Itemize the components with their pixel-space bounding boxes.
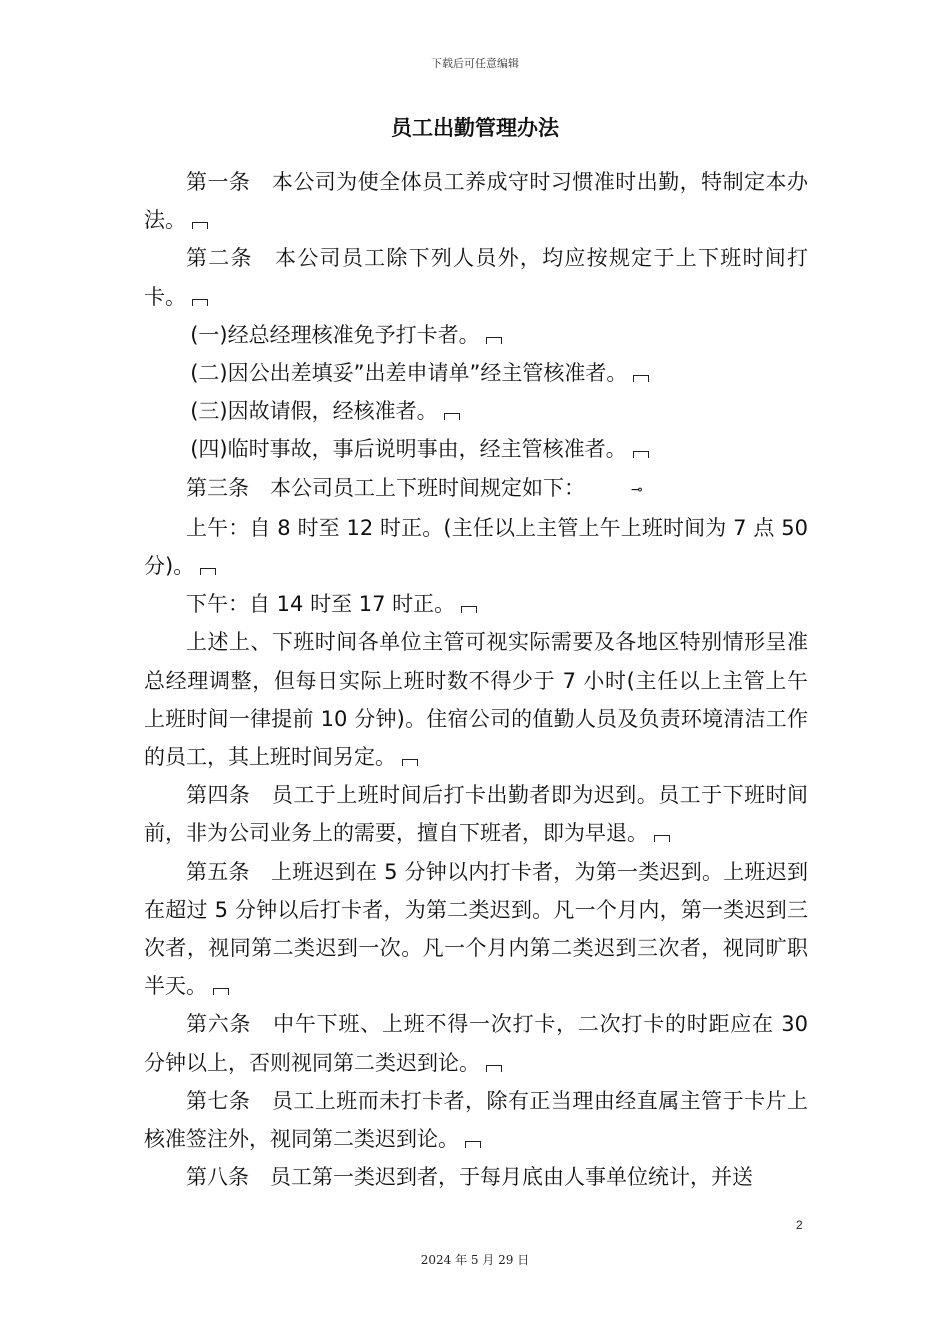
page-number: 2: [796, 1218, 803, 1232]
paragraph-article-5: 第五条 上班迟到在 5 分钟以内打卡者，为第一类迟到。上班迟到在超过 5 分钟以后打卡者，为第二类迟到。凡一个月内，第一类迟到三次者，视同第二类迟到一次。凡一个月内第二类迟到三次者，视同旷职半天。: [144, 859, 808, 999]
document-body: [144, 163, 808, 1196]
paragraph-mark-icon: [192, 299, 208, 306]
paragraph-mark-icon: [633, 375, 649, 382]
paragraph-mark-icon: [213, 988, 229, 995]
paragraph-article-8: 第八条 员工第一类迟到者，于每月底由人事单位统计，并送: [186, 1165, 753, 1190]
paragraph-mark-icon: [402, 759, 418, 766]
paragraph-article-6: 第六条 中午下班、上班不得一次打卡，二次打卡的时距应在 30 分钟以上，否则视同第二类迟到论。: [144, 1012, 808, 1075]
paragraph-article-3: 第三条 本公司员工上下班时间规定如下： ⊸: [144, 469, 808, 509]
document-title: 员工出勤管理办法: [391, 116, 559, 140]
paragraph-hours-adjustment: 上述上、下班时间各单位主管可视实际需要及各地区特别情形呈准总经理调整，但每日实际上班时数不得少于 7 小时(主任以上主管上午上班时间一律提前 10 分钟)。住宿公司的值勤人员及负责环境清洁工作的员工，其上班时间另定。: [144, 630, 808, 770]
paragraph-mark-icon: [461, 606, 477, 613]
header-note: 下载后可任意编辑: [431, 57, 519, 70]
list-item-1: (一)经总经理核准免予打卡者。: [144, 316, 808, 354]
paragraph-mark-icon: [486, 337, 502, 344]
paragraph-mark-icon: [200, 568, 216, 575]
footer-date: 2024 年 5 月 29 日: [420, 1253, 530, 1267]
paragraph-mark-icon: [654, 835, 670, 842]
paragraph-morning-hours: 上午：自 8 时至 12 时正。(主任以上主管上午上班时间为 7 点 50 分)。: [144, 515, 808, 579]
paragraph-article-7: 第七条 员工上班而未打卡者，除有正当理由经直属主管于卡片上核准签注外，视同第二类迟到论。: [144, 1088, 808, 1152]
list-item-3: (三)因故请假，经核准者。: [144, 392, 808, 430]
paragraph-afternoon-hours: 下午：自 14 时至 17 时正。: [144, 585, 808, 623]
paragraph-article-1: 第一条 本公司为使全体员工养成守时习惯准时出勤，特制定本办法。: [144, 170, 808, 233]
list-item-2: (二)因公出差填妥”出差申请单”经主管核准者。: [144, 354, 808, 392]
paragraph-mark-icon: [633, 451, 649, 458]
paragraph-mark-icon: [465, 1141, 481, 1148]
paragraph-mark-icon: [192, 222, 208, 229]
paragraph-mark-icon: [444, 413, 460, 420]
list-item-4: (四)临时事故，事后说明事由，经主管核准者。: [144, 430, 808, 468]
paragraph-article-4: 第四条 员工于上班时间后打卡出勤者即为迟到。员工于下班时间前，非为公司业务上的需要，擅自下班者，即为早退。: [144, 783, 808, 846]
paragraph-mark-icon: ⊸: [631, 481, 642, 498]
paragraph-article-2: 第二条 本公司员工除下列人员外，均应按规定于上下班时间打卡。: [144, 246, 808, 309]
paragraph-mark-icon: [486, 1065, 502, 1072]
